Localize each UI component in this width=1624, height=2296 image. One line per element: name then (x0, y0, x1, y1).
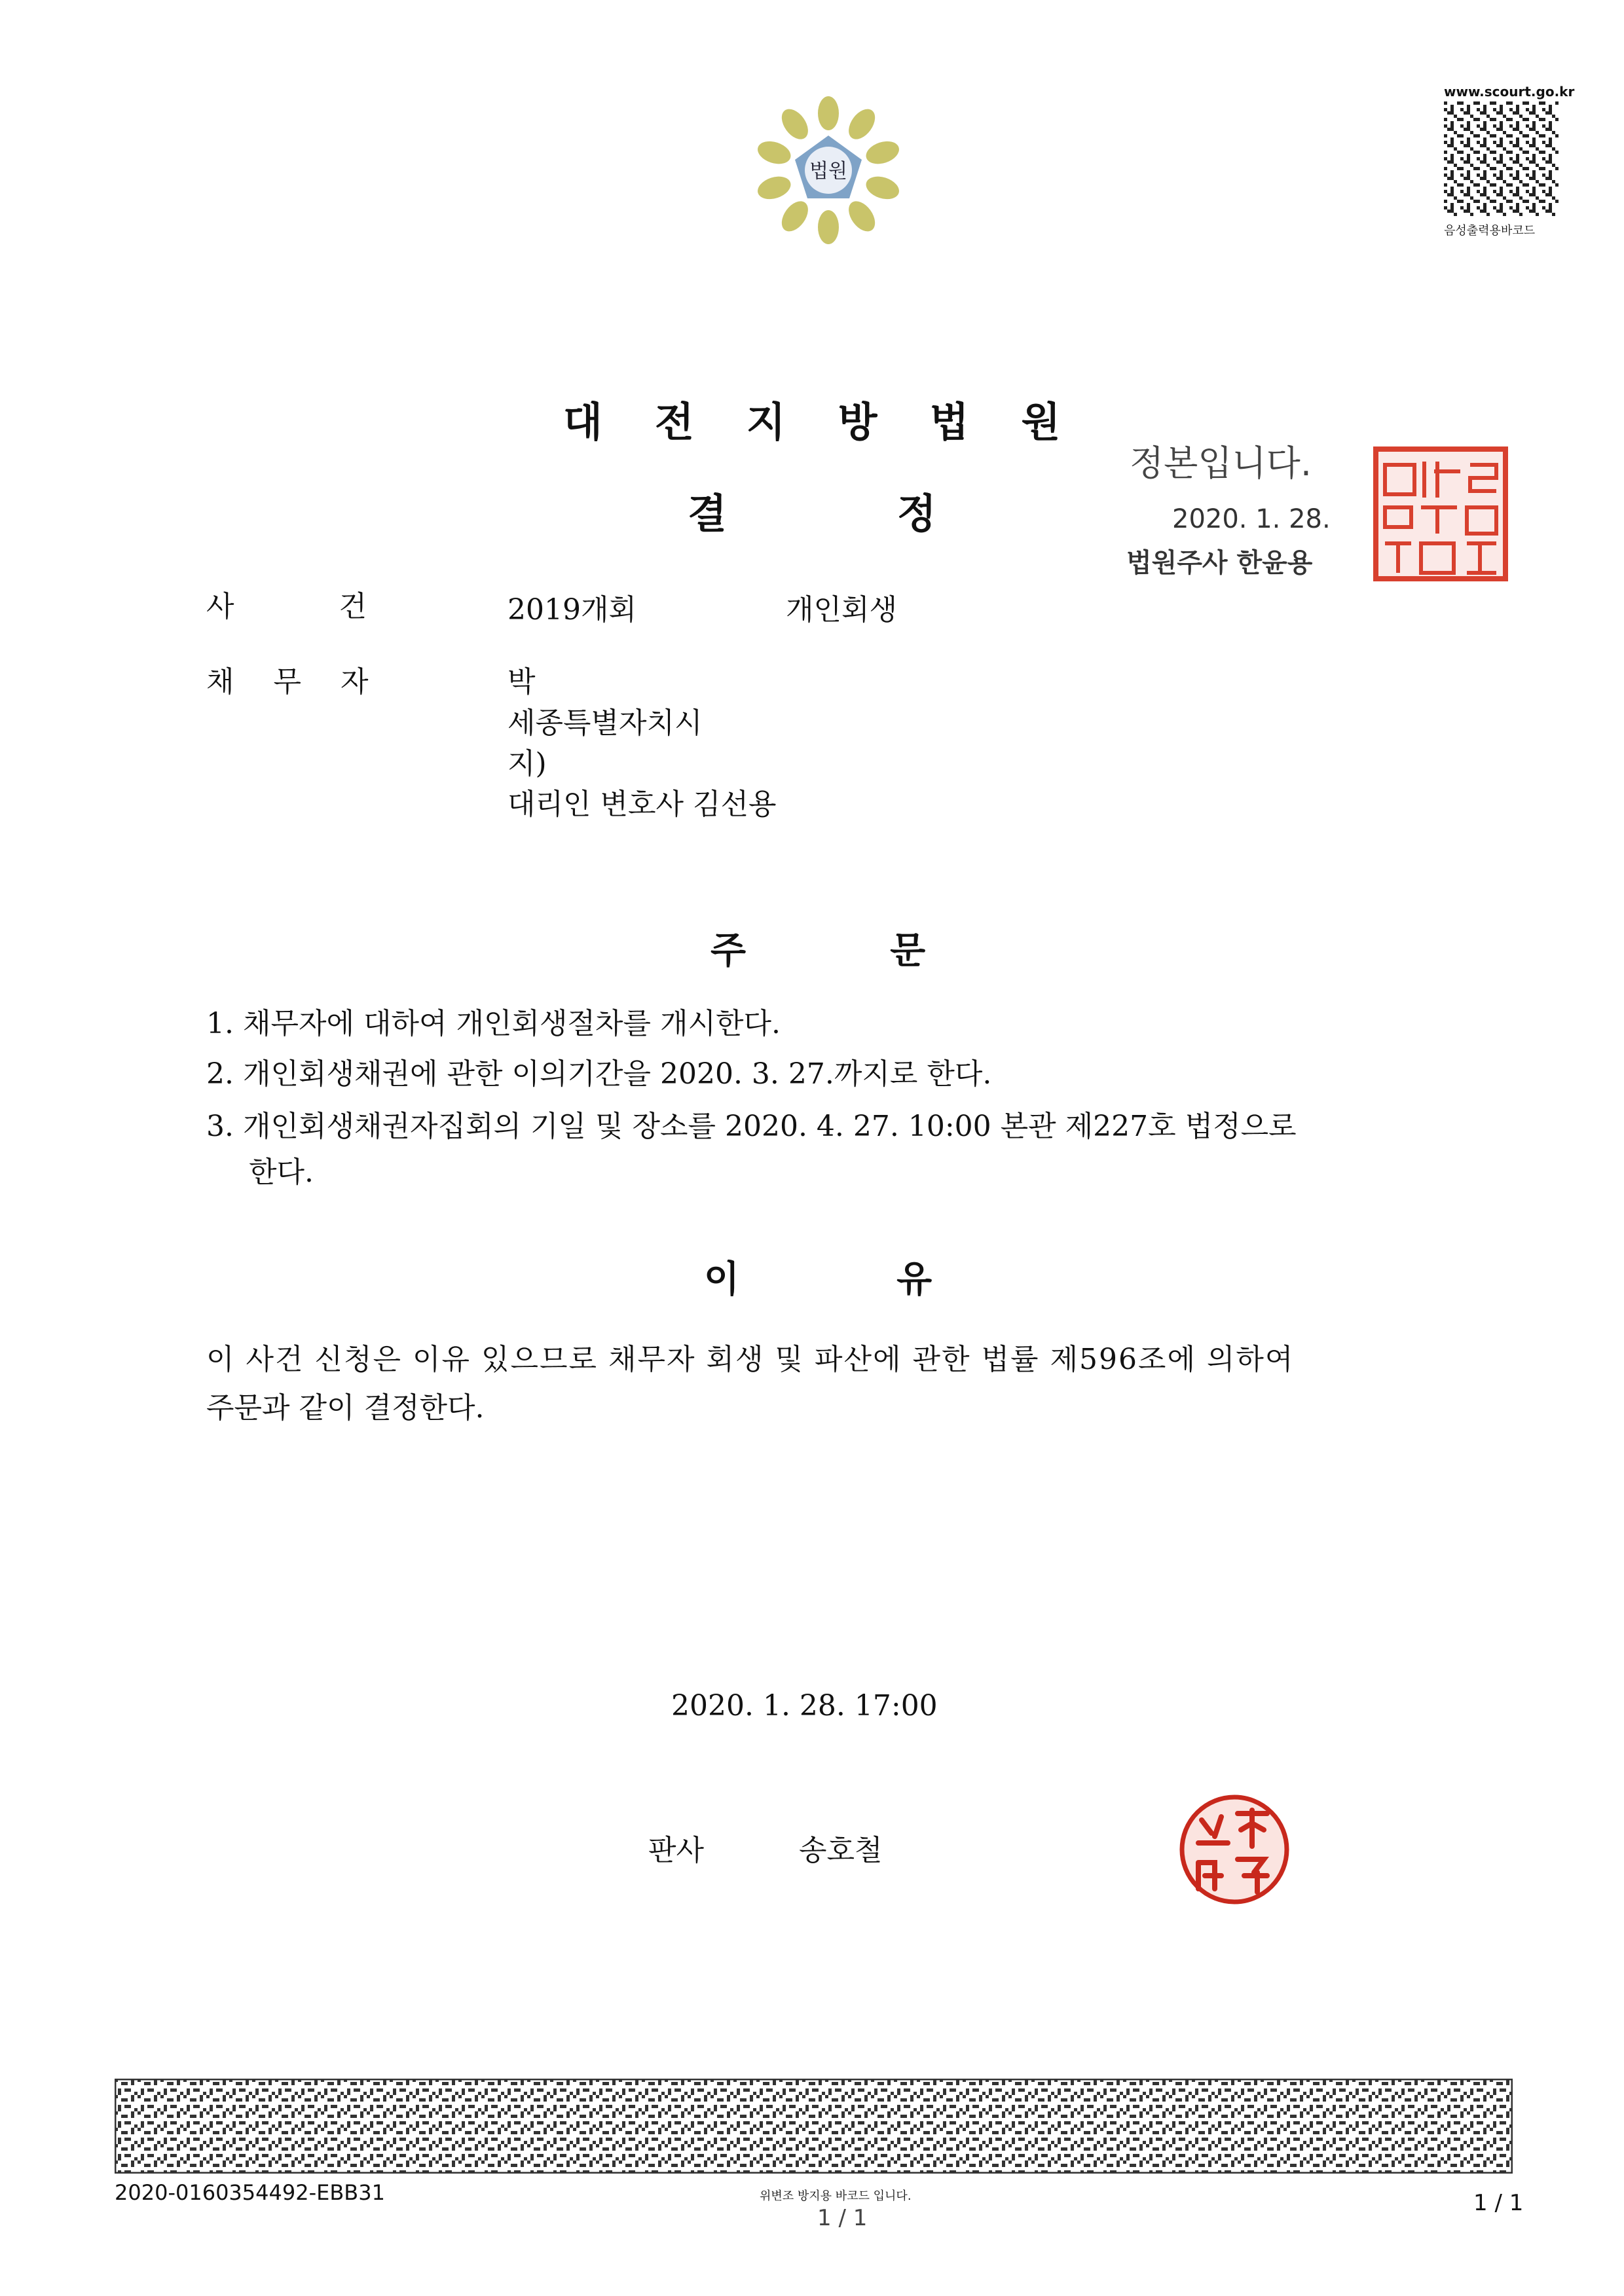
debtor-name: 박 (507, 665, 536, 699)
certification-text: 정본입니다. (1130, 443, 1312, 484)
court-name: 대전지방법원 (563, 398, 1113, 446)
judge-name: 송호철 (799, 1834, 883, 1867)
case-type: 개인회생 (786, 593, 898, 627)
debtor-label: 채무자 (206, 665, 408, 699)
emblem-text: 법원 (809, 160, 847, 183)
reason-line-2: 주문과 같이 결정한다. (206, 1391, 485, 1425)
qr-barcode (1444, 101, 1559, 216)
court-emblem (753, 95, 904, 246)
anti-forgery-barcode (115, 2079, 1513, 2174)
debtor-agent: 대리인 변호사 김선용 (507, 788, 777, 821)
debtor-address-line-1: 세종특별자치시 (507, 706, 703, 740)
document-id: 2020-0160354492-EBB31 (115, 2180, 385, 2205)
court-seal (1372, 445, 1509, 583)
barcode-caption: 음성출력용바코드 (1444, 224, 1536, 238)
page-number: 1 / 1 (1473, 2190, 1524, 2216)
barcode-note: 위변조 방지용 바코드 입니다. (760, 2189, 912, 2203)
case-number: 2019개회 (507, 593, 637, 627)
order-item-3-continued: 한다. (249, 1156, 314, 1189)
order-item-3: 3. 개인회생채권자집회의 기일 및 장소를 2020. 4. 27. 10:00 본관 제227호 법정으로 (206, 1110, 1297, 1143)
certification-date: 2020. 1. 28. (1172, 504, 1331, 534)
judge-seal (1175, 1791, 1293, 1908)
page-number-center: 1 / 1 (817, 2205, 868, 2231)
debtor-address-line-2: 지) (507, 747, 547, 780)
judge-label: 판사 (648, 1834, 705, 1867)
order-item-2: 2. 개인회생채권에 관한 이의기간을 2020. 3. 27.까지로 한다. (206, 1057, 992, 1091)
barcode-url: www.scourt.go.kr (1444, 84, 1575, 100)
decision-date: 2020. 1. 28. 17:00 (671, 1689, 938, 1722)
document-title: 결정 (688, 490, 1107, 538)
order-item-1: 1. 채무자에 대하여 개인회생절차를 개시한다. (206, 1007, 781, 1040)
case-label: 사건 (206, 590, 472, 623)
reason-heading: 이유 (704, 1258, 1090, 1301)
certification-clerk: 법원주사 한윤용 (1126, 548, 1313, 578)
reason-line-1: 이 사건 신청은 이유 있으므로 채무자 회생 및 파산에 관한 법률 제596조에 의하여 (206, 1343, 1295, 1376)
order-heading: 주문 (710, 930, 1070, 972)
